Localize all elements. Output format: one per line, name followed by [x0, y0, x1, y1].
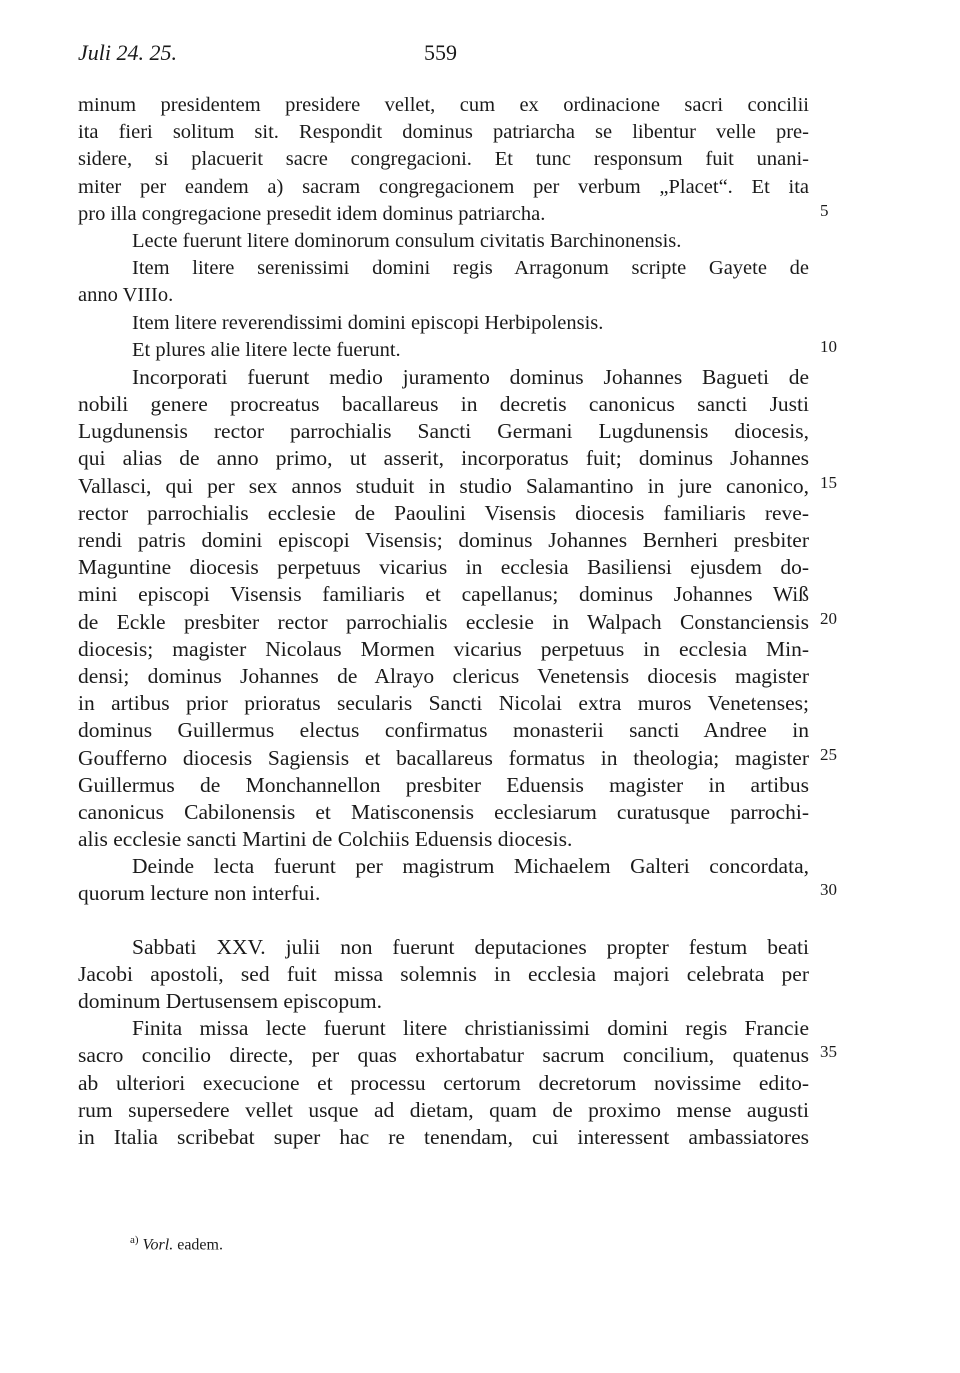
- text-line: [78, 500, 809, 527]
- line-number: 20: [820, 608, 837, 628]
- line-text: in Italia scribebat super hac re tenendam, cui interessent ambassiatores: [78, 1124, 809, 1149]
- page-header: [78, 40, 808, 74]
- line-number: 35: [820, 1042, 837, 1062]
- line-text: rector parrochialis ecclesie de Paoulini Visensis diocesis familiaris reve-: [78, 500, 809, 525]
- text-line: [78, 1124, 809, 1151]
- line-text: Finita missa lecte fuerunt litere christianissimi domini regis Francie: [132, 1016, 809, 1041]
- text-line: [78, 1042, 837, 1069]
- line-text: miter per eandem a) sacram congregacionem per verbum „Placet“. Et ita: [78, 175, 809, 198]
- text-line: [78, 690, 809, 717]
- line-text: Sabbati XXV. julii non fuerunt deputaciones propter festum beati: [132, 934, 809, 959]
- text-line: [78, 988, 809, 1015]
- text-line: [78, 799, 809, 826]
- text-line: [78, 527, 809, 554]
- line-text: Goufferno diocesis Sagiensis et bacallareus formatus in theologia; magister: [78, 745, 809, 770]
- footnote-text: eadem.: [177, 1236, 223, 1254]
- line-text: Item litere reverendissimi domini episcopi Herbipolensis.: [132, 311, 604, 334]
- line-text: mini episcopi Visensis familiaris et capellanus; dominus Johannes Wiß: [78, 582, 809, 607]
- line-text: dominum Dertusensem episcopum.: [78, 989, 382, 1013]
- line-text: dominus Guillermus electus confirmatus monasterii sancti Andree in: [78, 718, 809, 743]
- line-text: rendi patris domini episcopi Visensis; dominus Johannes Bernheri presbiter: [78, 528, 809, 552]
- text-line: [78, 472, 837, 500]
- footnote-mark: a): [130, 1234, 139, 1246]
- line-text: Lugdunensis rector parrochialis Sancti Germani Lugdunensis diocesis,: [78, 419, 809, 444]
- text-line: [78, 1097, 809, 1124]
- line-number: 30: [820, 880, 837, 900]
- line-text: in artibus prior prioratus secularis Sancti Nicolai extra muros Venetenses;: [78, 691, 809, 716]
- text-line: [78, 608, 837, 636]
- line-text: Item litere serenissimi domini regis Arragonum scripte Gayete de: [132, 257, 809, 280]
- text-line: [78, 310, 809, 337]
- text-line: [78, 364, 809, 391]
- text-line: [78, 445, 809, 472]
- page-number: 559: [424, 40, 457, 65]
- line-text: ita fieri solitum sit. Respondit dominus patriarcha se libentur velle pre-: [78, 121, 809, 144]
- text-line: [78, 200, 829, 228]
- line-text: ab ulteriori execucione et processu certorum decretorum novissime edito-: [78, 1070, 809, 1095]
- text-line: [78, 554, 809, 581]
- running-head: Juli 24. 25.: [78, 40, 177, 65]
- line-text: Deinde lecta fuerunt per magistrum Michaelem Galteri concordata,: [132, 854, 809, 879]
- line-text: quorum lecture non interfui.: [78, 881, 321, 906]
- line-text: canonicus Cabilonensis et Matisconensis ecclesiarum curatusque parrochi-: [78, 799, 809, 824]
- line-text: Jacobi apostoli, sed fuit missa solemnis in ecclesia majori celebrata per: [78, 961, 809, 986]
- line-text: Lecte fuerunt litere dominorum consulum civitatis Barchinonensis.: [132, 229, 682, 252]
- text-line: [78, 174, 809, 201]
- text-line: [78, 934, 809, 961]
- text-line: [78, 1015, 809, 1042]
- text-line: [78, 336, 837, 364]
- body-text: [78, 92, 837, 1151]
- text-line: [78, 119, 809, 146]
- line-text: de Eckle presbiter rector parrochialis ecclesie in Walpach Constanciensis: [78, 609, 809, 634]
- text-line: [78, 772, 809, 799]
- line-number: 10: [820, 336, 837, 356]
- line-text: Maguntine diocesis perpetuus vicarius in ecclesia Basiliensi ejusdem do-: [78, 555, 809, 580]
- line-text: diocesis; magister Nicolaus Mormen vicarius perpetuus in ecclesia Min-: [78, 636, 809, 661]
- text-line: [78, 717, 809, 744]
- line-text: sacro concilio directe, per quas exhortabatur sacrum concilium, quatenus: [78, 1043, 809, 1068]
- text-line: [78, 663, 809, 690]
- text-line: [78, 255, 809, 282]
- text-line: [78, 418, 809, 445]
- text-line: [78, 1070, 809, 1097]
- text-line: [78, 636, 809, 663]
- line-number: 5: [820, 200, 829, 220]
- line-number: 15: [820, 472, 837, 492]
- line-number: 25: [820, 744, 837, 764]
- line-text: rum supersedere vellet usque ad dietam, quam de proximo mense augusti: [78, 1097, 809, 1122]
- footnote: [130, 1234, 223, 1254]
- text-line: [78, 853, 809, 880]
- line-text: Et plures alie litere lecte fuerunt.: [132, 338, 401, 361]
- line-text: Guillermus de Monchannellon presbiter Eduensis magister in artibus: [78, 772, 809, 797]
- text-line: [78, 880, 837, 907]
- line-text: sidere, si placuerit sacre congregacioni. Et tunc responsum fuit unani-: [78, 148, 809, 171]
- text-line: [78, 581, 809, 608]
- line-text: densi; dominus Johannes de Alrayo clericus Venetensis diocesis magister: [78, 663, 809, 688]
- text-line: [78, 961, 809, 988]
- text-line: [78, 744, 837, 772]
- line-text: alis ecclesie sancti Martini de Colchiis Eduensis diocesis.: [78, 827, 573, 852]
- text-line: [78, 146, 809, 173]
- line-text: Incorporati fuerunt medio juramento dominus Johannes Bagueti de: [132, 364, 809, 389]
- line-text: pro illa congregacione presedit idem dominus patriarcha.: [78, 202, 546, 225]
- text-line: [78, 391, 809, 418]
- line-text: Vallasci, qui per sex annos studuit in studio Salamantino in jure canonico,: [78, 473, 809, 498]
- line-text: minum presidentem presidere vellet, cum ex ordinacione sacri concilii: [78, 94, 809, 116]
- text-line: [78, 92, 809, 119]
- line-text: nobili genere procreatus bacallareus in decretis canonicus sancti Justi: [78, 392, 809, 417]
- text-line: [78, 826, 809, 853]
- text-line: [78, 282, 809, 309]
- footnote-label: Vorl.: [142, 1236, 174, 1254]
- line-text: anno VIIIo.: [78, 284, 174, 307]
- text-line: [78, 228, 809, 255]
- line-text: qui alias de anno primo, ut asserit, incorporatus fuit; dominus Johannes: [78, 446, 809, 471]
